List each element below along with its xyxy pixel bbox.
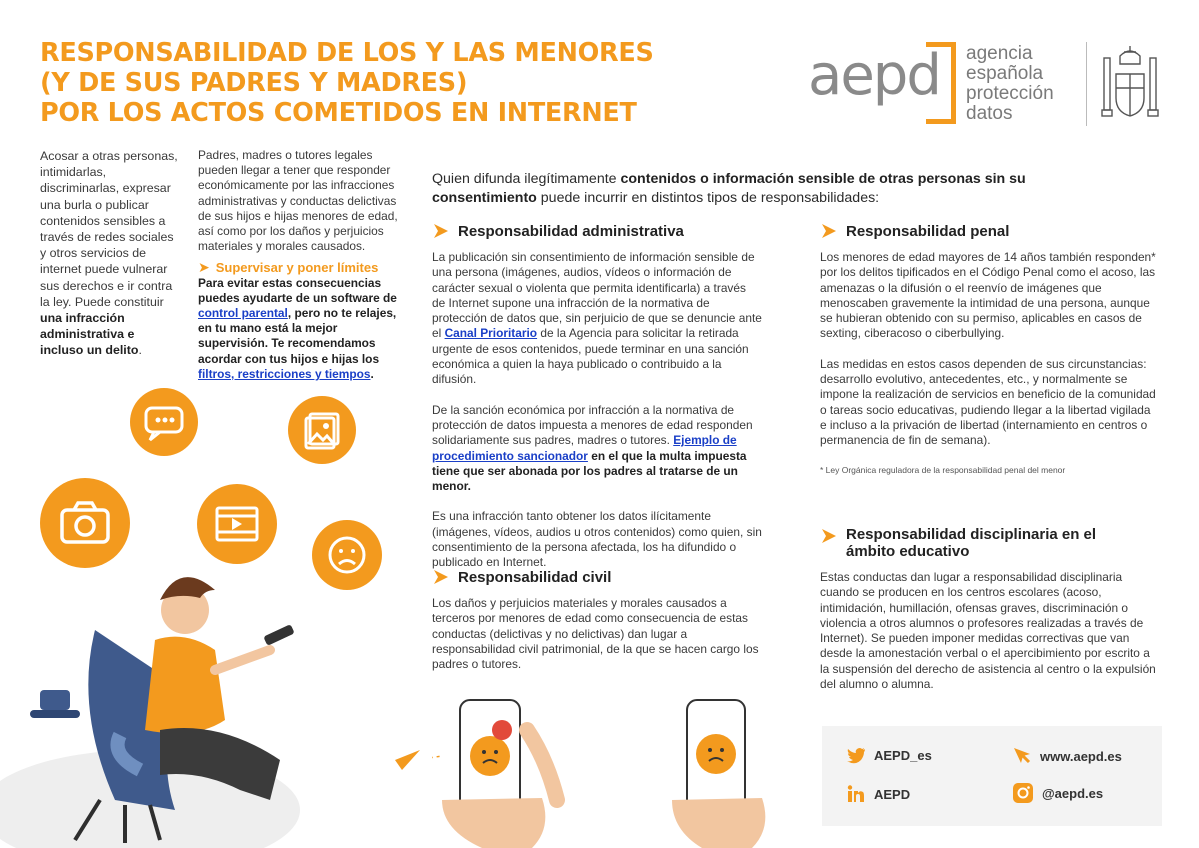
penal-paragraph-1: Los menores de edad mayores de 14 años también responden* por los delitos tipificados en el Código Penal como el acoso, las amenazas o la difusión o el reenvío de imágenes que menoscaben gravemente la intimidad de una persona, aunque se hubieran obtenido con su permiso, aplicables en casos de sexting, ciberacoso o ciberbullying. <box>820 250 1156 341</box>
social-links-box <box>822 726 1162 826</box>
section-disciplinary <box>820 526 1160 692</box>
admin-paragraph-3: Es una infracción tanto obtener los datos ilícitamente (imágenes, vídeos, audios u otros contenidos) como quien, sin consentimiento de la persona afectada, los ha difundido o publicado en Internet. <box>432 509 762 570</box>
video-icon <box>197 484 277 564</box>
section-heading-label: Responsabilidad civil <box>458 568 612 586</box>
admin-p1-text-b: de la Agencia para solicitar la retirada urgente de esos contenidos, puede terminar en una sanción económica a quien la haya publicado o contribuido a la difusión. <box>432 326 749 387</box>
linkedin-link[interactable] <box>846 784 910 804</box>
supervise-text <box>198 276 410 382</box>
disc-heading-line-2: ámbito educativo <box>846 543 970 560</box>
section-penal <box>820 222 1160 475</box>
logo-bracket <box>926 42 956 124</box>
admin-paragraph-2 <box>432 403 762 495</box>
linkedin-handle: AEPD <box>874 786 911 802</box>
linkedin-icon <box>846 784 866 804</box>
instagram-handle: @aepd.es <box>1042 785 1104 801</box>
title-line-1: RESPONSABILIDAD DE LOS Y LAS MENORES <box>40 38 654 68</box>
twitter-link[interactable] <box>846 746 932 764</box>
logo-agency-line: datos <box>966 103 1013 124</box>
admin-paragraph-1 <box>432 250 762 388</box>
logo-agency-line: española <box>966 63 1044 84</box>
instagram-link[interactable] <box>1012 782 1103 804</box>
logo-agency-line: agencia <box>966 43 1033 64</box>
col1-end: . <box>138 343 142 358</box>
aepd-logo[interactable] <box>808 42 1168 132</box>
supervise-text-c: . <box>370 366 374 381</box>
image-icon-circle <box>288 396 356 464</box>
intro-statement <box>432 170 1122 208</box>
website-url: www.aepd.es <box>1040 748 1122 764</box>
camera-icon <box>40 478 130 568</box>
supervise-text-b: , pero no te relajes, en tu mano está la mejor supervisión. Te recomendamos acordar con tus hijos e hijas los <box>198 306 397 366</box>
camera-icon-circle <box>40 478 130 568</box>
section-heading <box>820 526 1160 560</box>
website-link[interactable] <box>1012 746 1122 766</box>
civil-paragraph-1: Los daños y perjuicios materiales y morales causados a terceros por menores de edad como consecuencia de estas conductas (delictivas y no delictivas) dan lugar a responsabilidad civil patrimonial, de la que se hacen cargo los padres o tutores. <box>432 596 759 672</box>
page-title <box>40 38 760 128</box>
coat-of-arms-icon <box>1098 44 1162 128</box>
logo-divider <box>1086 42 1087 126</box>
twitter-icon <box>846 746 866 764</box>
person-illustration <box>0 560 420 848</box>
sanction-procedure-link[interactable]: Ejemplo de procedimiento sancionador <box>432 433 737 463</box>
supervise-subheading <box>198 260 410 275</box>
section-heading <box>432 222 762 240</box>
intro-column-1 <box>40 148 180 359</box>
video-icon-circle <box>197 484 277 564</box>
admin-p1-text-a: La publicación sin consentimiento de información sensible de una persona (imágenes, audios, vídeos o información de carácter sexual o violenta que permita identificarla) a través de Internet supone una infracción de la normativa de protección de datos que, sin perjuicio de que se denuncie ante el <box>432 250 762 341</box>
logo-agency-name <box>966 44 1054 124</box>
chevron-right-icon <box>432 568 450 586</box>
section-heading <box>432 568 762 586</box>
section-heading <box>820 222 1160 240</box>
intro-text-a: Quien difunda ilegítimamente <box>432 171 621 187</box>
instagram-icon <box>1012 782 1034 804</box>
phones-illustration <box>432 690 792 848</box>
admin-p2-text-a: De la sanción económica por infracción a la normativa de protección de datos impuesta a menores de edad responden solidariamente sus padres, madres o tutores. <box>432 402 753 448</box>
section-administrative <box>432 222 762 571</box>
title-line-3: POR LOS ACTOS COMETIDOS EN INTERNET <box>40 98 637 128</box>
chat-icon <box>130 388 198 456</box>
priority-channel-link[interactable]: Canal Prioritario <box>444 326 538 341</box>
disc-heading-line-1: Responsabilidad disciplinaria en el <box>846 526 1097 543</box>
chevron-right-icon <box>820 527 838 545</box>
title-line-2: (Y DE SUS PADRES Y MADRES) <box>40 68 468 98</box>
disc-paragraph-1: Estas conductas dan lugar a responsabilidad disciplinaria cuando se producen en los centros escolares (acoso, intimidación, humillación, ofensas graves, discriminación o violencia a otros alumnos o profesores realizadas a través de Internet). Se pueden imponer medidas correctivas que van desde la amonestación verbal o el apercibimiento por escrito a la suspensión del derecho de asistencia al centro o la expulsión del alumno o alumna. <box>820 570 1156 692</box>
supervise-text-a: Para evitar estas consecuencias puedes ayudarte de un software de <box>198 275 397 305</box>
chevron-right-icon: ➤ <box>198 259 210 276</box>
penal-footnote: * Ley Orgánica reguladora de la responsabilidad penal del menor <box>820 464 1066 475</box>
supervise-subheading-label: Supervisar y poner límites <box>215 260 379 276</box>
image-icon <box>288 396 356 464</box>
filters-link[interactable]: filtros, restricciones y tiempos <box>198 366 371 381</box>
col2-text: Padres, madres o tutores legales pueden llegar a tener que responder económicamente por las infracciones administrativas y conductas delictivas de sus hijos e hijas menores de edad, así como por los daños y perjuicios materiales y morales causados. <box>198 148 398 254</box>
col1-bold-text: una infracción administrativa e incluso un delito <box>40 311 139 358</box>
section-heading-label: Responsabilidad administrativa <box>458 222 684 240</box>
intro-bold: contenidos o información sensible de otras personas sin su consentimiento <box>432 171 1026 206</box>
intro-text-b: puede incurrir en distintos tipos de responsabilidades: <box>536 190 880 206</box>
section-heading-label <box>846 526 1096 560</box>
col1-text: Acosar a otras personas, intimidarlas, discriminarlas, expresar una burla o publicar contenidos sensibles a través de redes sociales y otros servicios de internet puede vulnerar sus derechos e ir contra la ley. Puede constituir <box>40 149 178 309</box>
intro-column-2 <box>198 148 410 382</box>
logo-agency-line: protección <box>966 83 1054 104</box>
section-civil <box>432 568 762 672</box>
admin-p2-bold: en el que la multa impuesta tiene que ser abonada por los padres al tratarse de un menor. <box>432 448 747 494</box>
chevron-right-icon <box>432 222 450 240</box>
section-heading-label: Responsabilidad penal <box>846 222 1010 240</box>
logo-wordmark: aepd <box>808 43 940 108</box>
penal-paragraph-2: Las medidas en estos casos dependen de sus circunstancias: desarrollo evolutivo, antecedentes, etc., y normalmente se impone la realización de servicios en beneficio de la comunidad o tareas socio educativas, pudiendo llegar a la libertad vigilada e incluso a la privación de libertad (internamiento en centros o permanencia de fin de semana). <box>820 356 1156 448</box>
cursor-icon <box>1012 746 1032 766</box>
parental-control-link[interactable]: control parental <box>198 306 288 321</box>
twitter-handle: AEPD_es <box>874 747 932 763</box>
chat-icon-circle <box>130 388 198 456</box>
chevron-right-icon <box>820 222 838 240</box>
